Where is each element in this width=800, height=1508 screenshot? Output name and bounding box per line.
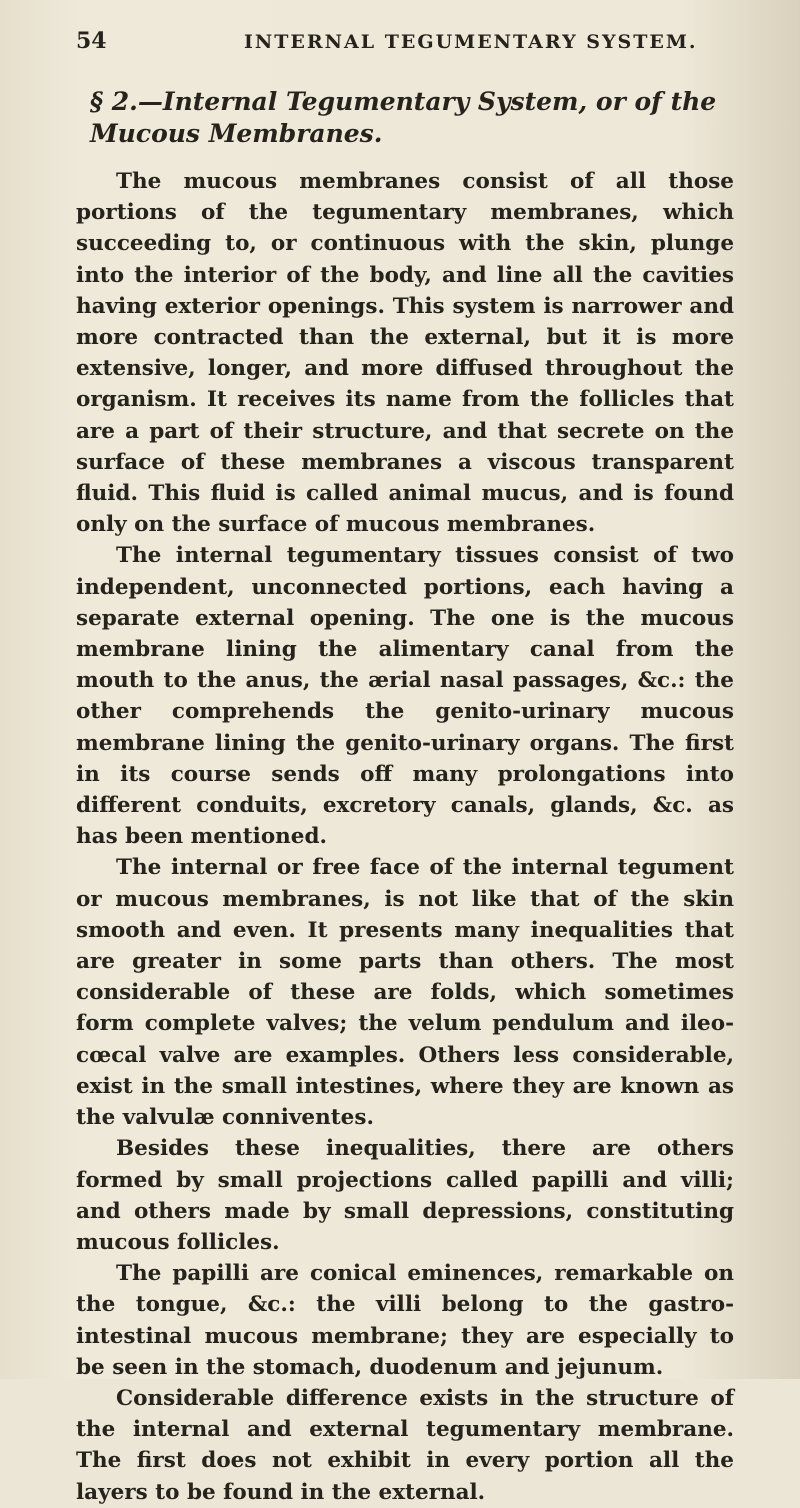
page-number: 54 [76, 28, 107, 54]
paragraph: The internal or free face of the internal tegument or mucous membranes, is not like that of the skin smooth and even. It presents many inequalities that are greater in some parts than others. The most considerable of these are folds, which sometimes form complete valves; the velum pendulum and ileo-cœcal valve are examples. Others less considerable, exist in the small intestines, where they are known as the valvulæ conniventes. [76, 855, 734, 1131]
paragraph: Considerable difference exists in the structure of the internal and external tegumentary membrane. The first does not exhibit in every portion all the layers to be found in the external. [76, 1385, 734, 1505]
running-title: INTERNAL TEGUMENTARY SYSTEM. [244, 31, 698, 53]
paragraph: The internal tegumentary tissues consist of two independent, unconnected portions, each having a separate external opening. The one is the mucous membrane lining the alimentary canal from the mouth to the anus, the ærial nasal passages, &c.: the other comprehends the genito-urinary mucous membrane lining the genito-urinary organs. The first in its course sends off many prolongations into different conduits, excretory canals, glands, &c. as has been mentioned. [76, 543, 734, 850]
paragraph: Besides these inequalities, there are others formed by small projections called papilli and villi; and others made by small depressions, constituting mucous follicles. [76, 1136, 734, 1255]
paragraph: The mucous membranes consist of all those portions of the tegumentary membranes, which succeeding to, or continuous with the skin, plunge into the interior of the body, and line all the cavities having exterior openings. This system is narrower and more contracted than the external, but it is more extensive, longer, and more diffused throughout the organism. It receives its name from the follicles that are a part of their structure, and that secrete on the surface of these membranes a viscous transparent fluid. This fluid is called animal mucus, and is found only on the surface of mucous membranes. [76, 169, 734, 538]
section-heading: § 2.—Internal Tegumentary System, or of the Mucous Membranes. [90, 87, 717, 148]
running-head [76, 28, 734, 62]
paragraph: The papilli are conical eminences, remarkable on the tongue, &c.: the villi belong to the gastro-intestinal mucous membrane; they are especially to be seen in the stomach, duodenum and jejunum. [76, 1261, 734, 1380]
